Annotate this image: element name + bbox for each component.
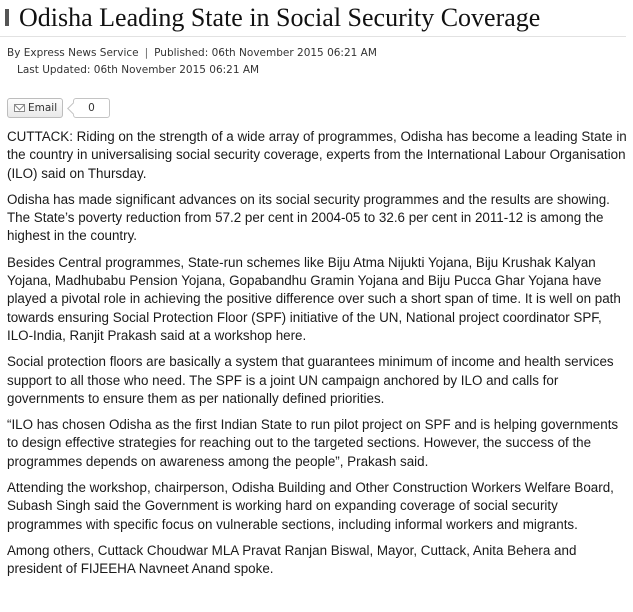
- email-share-label: Email: [28, 102, 58, 114]
- share-count-badge: 0: [73, 98, 110, 118]
- published-date: Published: 06th November 2015 06:21 AM: [154, 47, 377, 59]
- article-paragraph: Odisha has made significant advances on its social security programmes and the results are showing. The State’s poverty reduction from 57.2 per cent in 2004-05 to 32.6 per cent in 2011-12 is among the highest in the country.: [7, 191, 610, 244]
- article-paragraph: Among others, Cuttack Choudwar MLA Pravat Ranjan Biswal, Mayor, Cuttack, Anita Behera and president of FIJEEHA Navneet Anand spoke.: [7, 542, 577, 577]
- byline-separator: |: [144, 47, 149, 59]
- byline: [7, 45, 377, 79]
- article-paragraph: Social protection floors are basically a system that guarantees minimum of income and health services support to all those who need. The SPF is a joint UN campaign anchored by ILO and calls for governments to ensure them as per nationally defined priorities.: [7, 354, 614, 406]
- headline-accent-bar: [5, 9, 9, 26]
- email-share-button[interactable]: [7, 98, 63, 118]
- headline-bar: [0, 0, 626, 34]
- article-title: Odisha Leading State in Social Security Coverage: [19, 3, 541, 32]
- last-updated-date: Last Updated: 06th November 2015 06:21 AM: [17, 64, 260, 76]
- article-paragraph: “ILO has chosen Odisha as the first Indian State to run pilot project on SPF and is helping governments to design effective strategies for reaching out to the targeted sections. However, the success of the programmes depends on awareness among the people”, Prakash said.: [7, 417, 619, 469]
- byline-author: By Express News Service: [7, 47, 139, 59]
- article-body: [7, 128, 627, 587]
- envelope-icon: [14, 104, 25, 112]
- article-paragraph: Besides Central programmes, State-run schemes like Biju Atma Nijukti Yojana, Biju Krushak Kalyan Yojana, Madhubabu Pension Yojana, Gopabandhu Gramin Yojana and Biju Pucca Ghar Yojana have played a pivotal role in achieving the positive difference over such a short span of time. It is well on path towards ensuring Social Protection Floor (SPF) initiative of the UN, National project coordinator SPF, ILO-India, Ranjit Prakash said at a workshop here.: [7, 254, 621, 343]
- article-paragraph: Attending the workshop, chairperson, Odisha Building and Other Construction Workers Welfare Board, Subash Singh said the Government is working hard on expanding coverage of social security programmes with specific focus on vulnerable sections, including informal workers and migrants.: [7, 480, 614, 532]
- title-divider: [0, 36, 626, 37]
- article-paragraph: CUTTACK: Riding on the strength of a wide array of programmes, Odisha has become a leading State in the country in universalising social security coverage, experts from the International Labour Organisation (ILO) said on Thursday.: [7, 129, 627, 181]
